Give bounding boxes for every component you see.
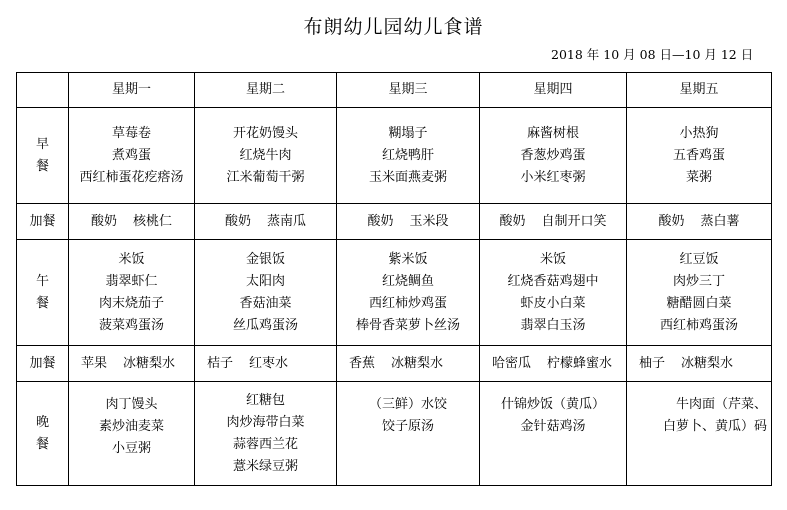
breakfast-thu: 麻酱树根 香葱炒鸡蛋 小米红枣粥: [480, 108, 627, 204]
snack-afternoon-row: [17, 346, 772, 382]
menu-table: [16, 72, 772, 486]
dinner-fri: 牛肉面（芹菜、 白萝卜、黄瓜）码: [627, 382, 772, 486]
dinner-label: 晚 餐: [17, 382, 69, 486]
breakfast-tue: 开花奶馒头 红烧牛肉 江米葡萄干粥: [195, 108, 337, 204]
breakfast-mon: 草莓卷 煮鸡蛋 西红柿蛋花疙瘩汤: [69, 108, 195, 204]
lunch-fri: 红豆饭 肉炒三丁 糖醋圆白菜 西红柿鸡蛋汤: [627, 240, 772, 346]
snack-afternoon-label: 加餐: [17, 346, 69, 382]
snack-morning-row: [17, 204, 772, 240]
snack-afternoon-tue: 桔子 红枣水: [195, 346, 337, 382]
breakfast-fri: 小热狗 五香鸡蛋 菜粥: [627, 108, 772, 204]
day-header-mon: 星期一: [69, 73, 195, 108]
header-row: [17, 73, 772, 108]
breakfast-wed: 糊塌子 红烧鸭肝 玉米面燕麦粥: [337, 108, 480, 204]
dinner-mon: 肉丁馒头 素炒油麦菜 小豆粥: [69, 382, 195, 486]
breakfast-label: 早 餐: [17, 108, 69, 204]
snack-morning-thu: 酸奶 自制开口笑: [480, 204, 627, 240]
day-header-wed: 星期三: [337, 73, 480, 108]
breakfast-row: [17, 108, 772, 204]
day-header-fri: 星期五: [627, 73, 772, 108]
snack-afternoon-wed: 香蕉 冰糖梨水: [337, 346, 480, 382]
snack-afternoon-mon: 苹果 冰糖梨水: [69, 346, 195, 382]
snack-afternoon-fri: 柚子 冰糖梨水: [627, 346, 772, 382]
snack-morning-fri: 酸奶 蒸白薯: [627, 204, 772, 240]
dinner-wed: （三鲜）水饺 饺子原汤: [337, 382, 480, 486]
snack-morning-tue: 酸奶 蒸南瓜: [195, 204, 337, 240]
corner-cell: [17, 73, 69, 108]
lunch-label: 午 餐: [17, 240, 69, 346]
dinner-thu: 什锦炒饭（黄瓜） 金针菇鸡汤: [480, 382, 627, 486]
dinner-row: [17, 382, 772, 486]
day-header-thu: 星期四: [480, 73, 627, 108]
day-header-tue: 星期二: [195, 73, 337, 108]
snack-morning-mon: 酸奶 核桃仁: [69, 204, 195, 240]
lunch-mon: 米饭 翡翠虾仁 肉末烧茄子 菠菜鸡蛋汤: [69, 240, 195, 346]
snack-morning-wed: 酸奶 玉米段: [337, 204, 480, 240]
page-title: 布朗幼儿园幼儿食谱: [303, 16, 484, 38]
lunch-row: [17, 240, 772, 346]
date-range: 2018 年 10 月 08 日—10 月 12 日: [551, 47, 754, 62]
dinner-tue: 红糖包 肉炒海带白菜 蒜蓉西兰花 薏米绿豆粥: [195, 382, 337, 486]
lunch-tue: 金银饭 太阳肉 香菇油菜 丝瓜鸡蛋汤: [195, 240, 337, 346]
lunch-wed: 紫米饭 红烧鲷鱼 西红柿炒鸡蛋 棒骨香菜萝卜丝汤: [337, 240, 480, 346]
snack-afternoon-thu: 哈密瓜 柠檬蜂蜜水: [480, 346, 627, 382]
snack-morning-label: 加餐: [17, 204, 69, 240]
lunch-thu: 米饭 红烧香菇鸡翅中 虾皮小白菜 翡翠白玉汤: [480, 240, 627, 346]
